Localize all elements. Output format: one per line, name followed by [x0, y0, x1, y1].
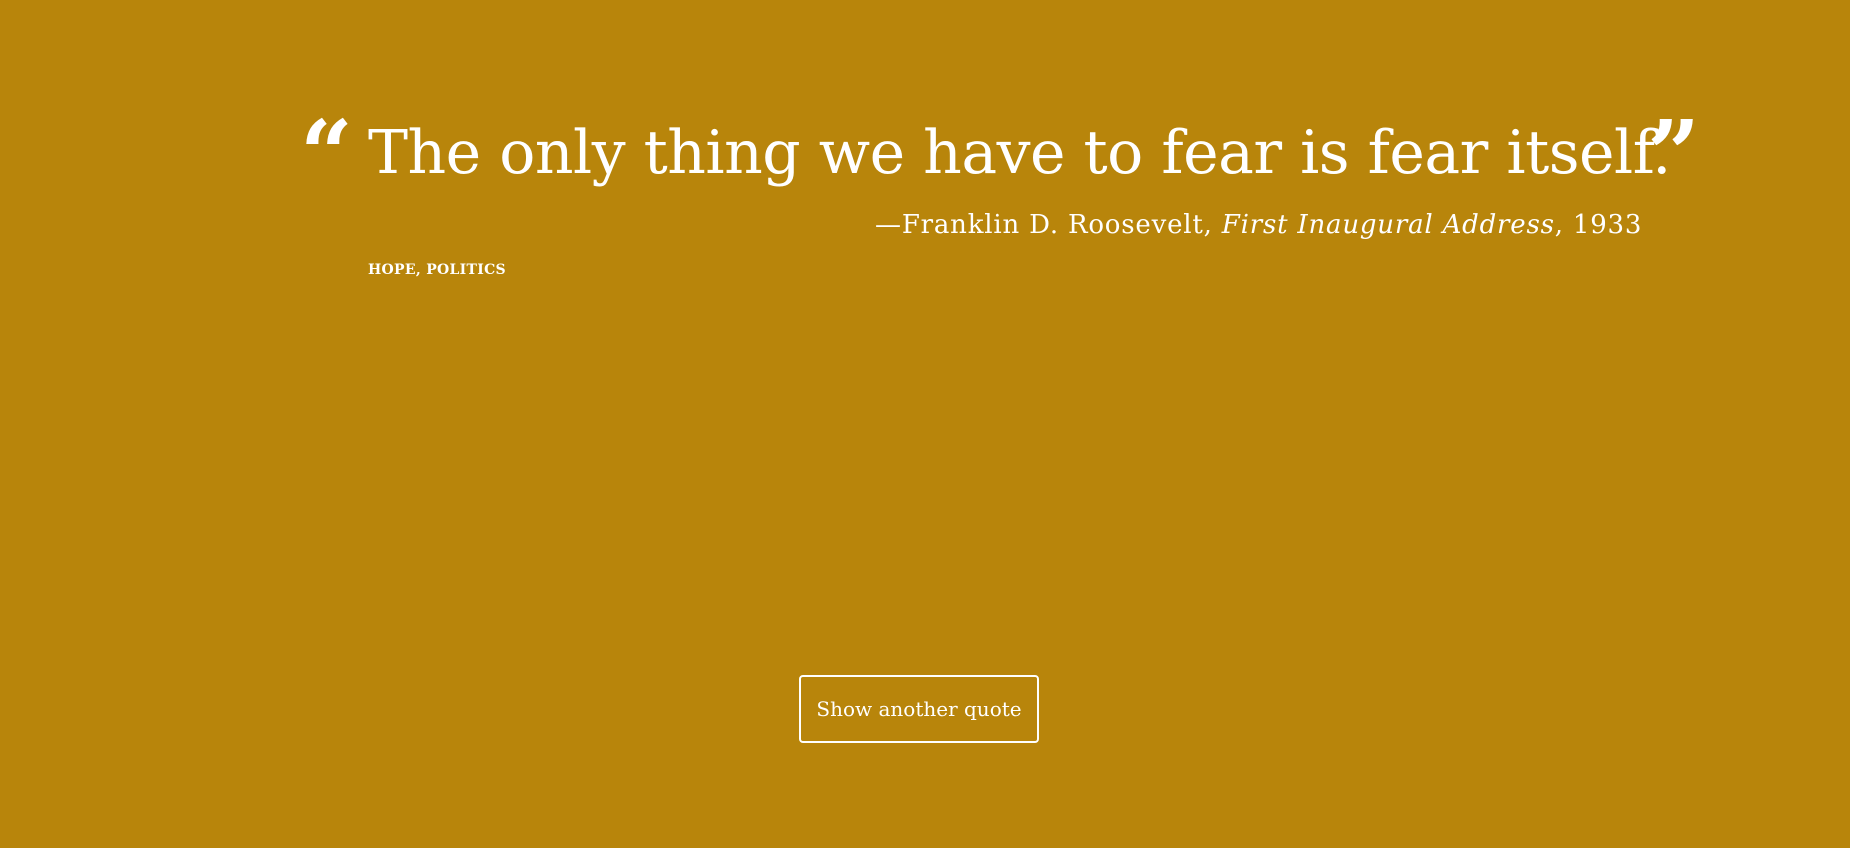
open-quote-icon: “ — [300, 100, 353, 208]
button-container — [799, 675, 1039, 743]
quote-text: The only thing we have to fear is fear itself. — [368, 118, 1671, 188]
tag-hope-link[interactable]: HOPE — [368, 262, 416, 278]
quote-attribution — [875, 210, 1642, 240]
quote-tags — [368, 262, 506, 278]
quote-author: Franklin D. Roosevelt — [901, 210, 1204, 240]
show-another-quote-button[interactable]: Show another quote — [799, 675, 1039, 743]
close-quote-icon: ” — [1647, 100, 1700, 208]
attribution-separator: , — [1554, 210, 1573, 240]
quote-source-work: First Inaugural Address — [1221, 210, 1555, 240]
tag-separator: , — [415, 262, 427, 278]
attribution-separator: , — [1203, 210, 1222, 240]
attribution-dash: — — [875, 210, 902, 240]
quote-year: 1933 — [1572, 210, 1643, 240]
tag-politics-link[interactable]: POLITICS — [426, 262, 506, 278]
